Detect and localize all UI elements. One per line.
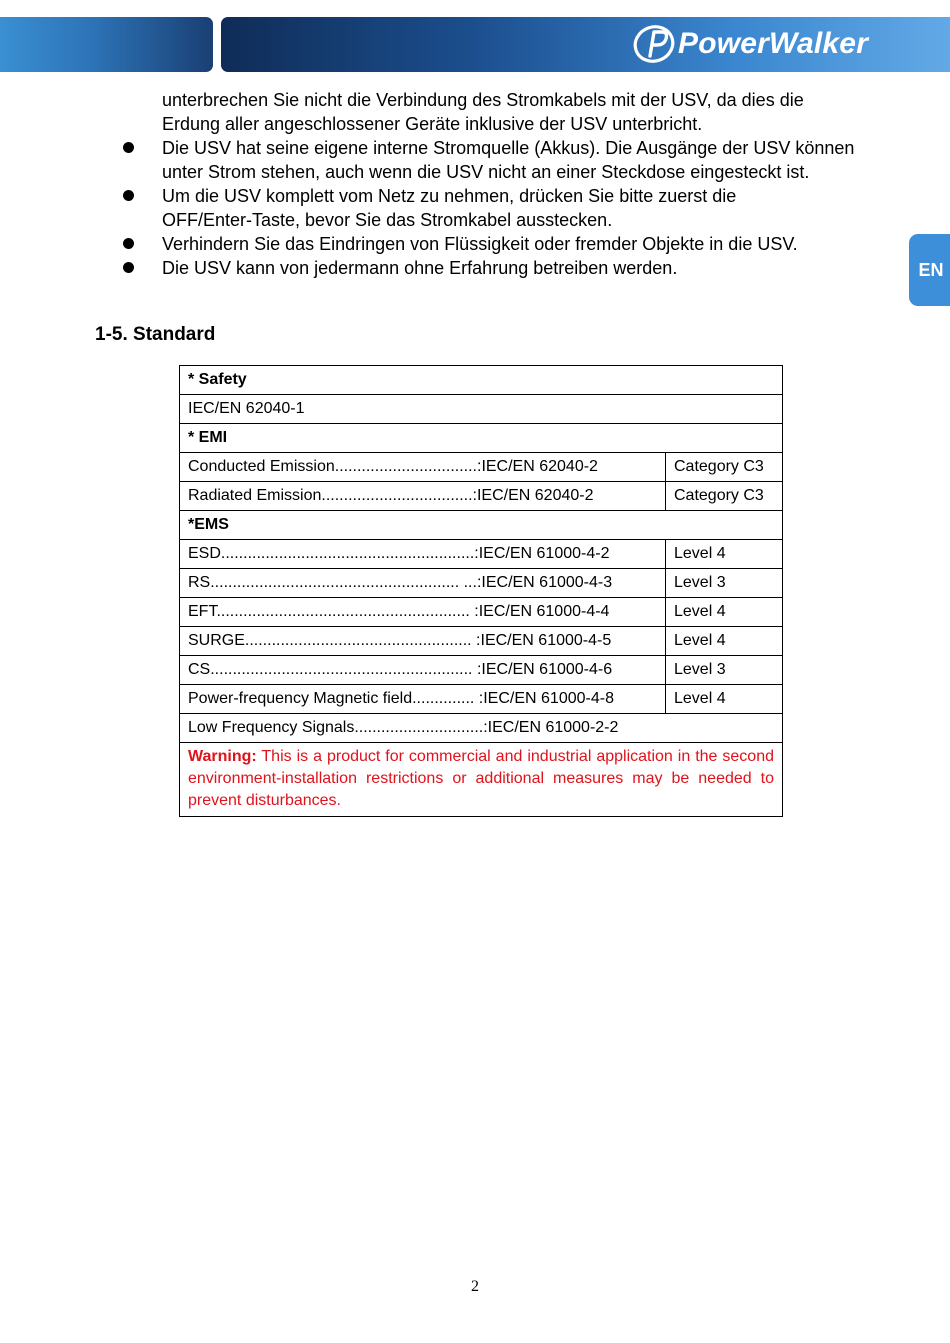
level-cell: Level 3 bbox=[666, 656, 783, 685]
bullet-line: OFF/Enter-Taste, bevor Sie das Stromkabel ausstecken. bbox=[162, 210, 613, 230]
spec-cell: SURGE................................................... :IEC/EN 61000-4-5 bbox=[180, 627, 666, 656]
level-cell: Category C3 bbox=[666, 482, 783, 511]
table-row bbox=[180, 540, 783, 569]
bullet-line: Verhindern Sie das Eindringen von Flüssigkeit oder fremder Objekte in die USV. bbox=[162, 234, 798, 254]
warning-label: Warning: bbox=[188, 748, 257, 765]
section-title: 1-5. Standard bbox=[95, 324, 216, 345]
spec-cell: Radiated Emission..................................:IEC/EN 62040-2 bbox=[180, 482, 666, 511]
ems-header: *EMS bbox=[180, 511, 783, 540]
safety-header: * Safety bbox=[180, 366, 783, 395]
table-row bbox=[180, 395, 783, 424]
low-frequency-cell: Low Frequency Signals.............................:IEC/EN 61000-2-2 bbox=[180, 714, 783, 743]
header-bar-left bbox=[0, 17, 213, 72]
bullet-dot bbox=[123, 142, 134, 153]
bullet-dot bbox=[123, 190, 134, 201]
level-cell: Level 4 bbox=[666, 598, 783, 627]
bullet-line: Erdung aller angeschlossener Geräte inklusive der USV unterbricht. bbox=[162, 114, 703, 134]
level-cell: Level 4 bbox=[666, 540, 783, 569]
bullet-line: unterbrechen Sie nicht die Verbindung des Stromkabels mit der USV, da dies die bbox=[162, 90, 804, 110]
spec-cell: ESD.........................................................:IEC/EN 61000-4-2 bbox=[180, 540, 666, 569]
bullet-line: Die USV hat seine eigene interne Stromquelle (Akkus). Die Ausgänge der USV können bbox=[162, 138, 855, 158]
table-row bbox=[180, 482, 783, 511]
table-row bbox=[180, 569, 783, 598]
bullet-line: Um die USV komplett vom Netz zu nehmen, drücken Sie bitte zuerst die bbox=[162, 186, 737, 206]
powerwalker-logo-icon bbox=[632, 22, 676, 66]
spec-cell: Power-frequency Magnetic field.............. :IEC/EN 61000-4-8 bbox=[180, 685, 666, 714]
brand-name: PowerWalker bbox=[678, 27, 869, 60]
bullet-dot bbox=[123, 238, 134, 249]
table-row bbox=[180, 743, 783, 817]
page-number: 2 bbox=[471, 1278, 479, 1295]
emi-header: * EMI bbox=[180, 424, 783, 453]
level-cell: Level 4 bbox=[666, 685, 783, 714]
table-row bbox=[180, 685, 783, 714]
table-row bbox=[180, 511, 783, 540]
spec-cell: EFT......................................................... :IEC/EN 61000-4-4 bbox=[180, 598, 666, 627]
level-cell: Level 3 bbox=[666, 569, 783, 598]
table-row bbox=[180, 366, 783, 395]
table-row bbox=[180, 714, 783, 743]
bullet-line: unter Strom stehen, auch wenn die USV nicht an einer Steckdose eingesteckt ist. bbox=[162, 162, 810, 182]
bullet-dot bbox=[123, 262, 134, 273]
table-row bbox=[180, 627, 783, 656]
safety-value: IEC/EN 62040-1 bbox=[180, 395, 783, 424]
spec-cell: Conducted Emission................................:IEC/EN 62040-2 bbox=[180, 453, 666, 482]
standards-table bbox=[179, 365, 783, 817]
warning-cell bbox=[180, 743, 783, 817]
warning-text: This is a product for commercial and industrial application in the second environment-installation restrictions or additional measures may be needed to prevent disturbances. bbox=[188, 748, 774, 809]
table-row bbox=[180, 656, 783, 685]
bullet-line: Die USV kann von jedermann ohne Erfahrung betreiben werden. bbox=[162, 258, 678, 278]
table-row bbox=[180, 424, 783, 453]
language-tab-en[interactable]: EN bbox=[909, 234, 950, 306]
level-cell: Level 4 bbox=[666, 627, 783, 656]
level-cell: Category C3 bbox=[666, 453, 783, 482]
spec-cell: CS........................................................... :IEC/EN 61000-4-6 bbox=[180, 656, 666, 685]
brand-logo bbox=[632, 22, 868, 66]
table-row bbox=[180, 453, 783, 482]
spec-cell: RS........................................................ ...:IEC/EN 61000-4-3 bbox=[180, 569, 666, 598]
table-row bbox=[180, 598, 783, 627]
